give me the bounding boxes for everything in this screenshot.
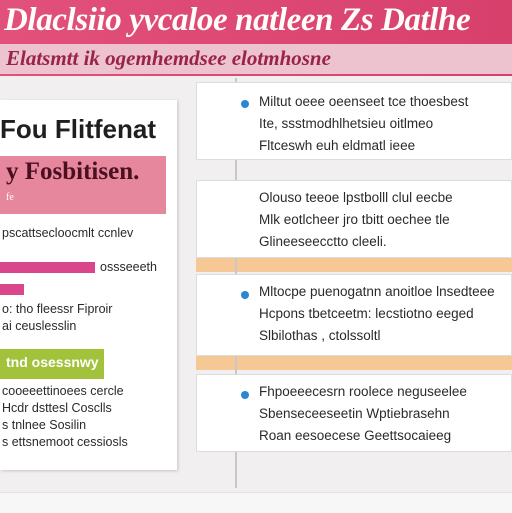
pink-note: fe xyxy=(6,192,14,203)
left-line-5: ai ceuslesslin xyxy=(2,319,77,333)
green-label: tnd osessnwy xyxy=(6,354,99,370)
footer-strip xyxy=(0,492,512,513)
left-line-6: cooeeettinoees cercle xyxy=(2,384,124,398)
entry-line: Slbilothas , ctolssoltl xyxy=(259,328,381,343)
entry-line: Fhpoeeecesrn roolece neguseelee xyxy=(259,384,467,399)
entry-line: Miltut oeee oeenseet tce thoesbest xyxy=(259,94,469,109)
left-card-title: Fou Flitfenat xyxy=(0,114,156,144)
page-title: Dlaclsiio yvcaloe natleen Zs Datlhe xyxy=(4,2,471,38)
bullet-dot-icon xyxy=(241,100,249,108)
bullet-dot-icon xyxy=(241,291,249,299)
left-line-4: o: tho fleessr Fiproir xyxy=(2,302,113,316)
timeline-panel xyxy=(196,78,512,490)
bullet-dot-icon xyxy=(241,391,249,399)
green-label-block xyxy=(0,349,104,379)
left-line-1: pscattsecloocmlt ccnlev xyxy=(2,226,134,240)
left-line-8: s tnlnee Sosilin xyxy=(2,418,87,432)
magenta-bar-2 xyxy=(0,284,24,295)
left-line-2: ossseeeth xyxy=(100,260,157,274)
timeline-entry xyxy=(196,180,512,258)
entry-line: Mlk eotlcheer jro tbitt oechee tle xyxy=(259,212,450,227)
entry-line: Hcpons tbetceetm: lecstiotno eeged xyxy=(259,306,474,321)
magenta-bar-1 xyxy=(0,262,95,273)
entry-text xyxy=(259,281,509,347)
subtitle-strip xyxy=(0,44,512,74)
entry-line: Ite, ssstmodhlhetsieu oitlmeo xyxy=(259,116,434,131)
entry-line: Glineeseecctto cleeli. xyxy=(259,234,387,249)
timeline-entry xyxy=(196,274,512,356)
header-banner xyxy=(0,0,512,76)
entry-text xyxy=(259,187,509,253)
entry-text xyxy=(259,381,509,447)
left-line-7: Hcdr dsttesl Cosclls xyxy=(2,401,112,415)
left-line-9: s ettsnemoot cessiosls xyxy=(2,435,128,449)
pink-heading: y Fosbitisen. xyxy=(6,158,140,185)
left-summary-card xyxy=(0,100,177,470)
entry-line: Olouso teeoe lpstbolll clul eecbe xyxy=(259,190,453,205)
entry-line: Roan eesoecese Geettsocaieeg xyxy=(259,428,452,443)
pink-highlight-block xyxy=(0,156,166,214)
entry-line: Sbenseceeseetin Wptiebrasehn xyxy=(259,406,450,421)
entry-line: Mltocpe puenogatnn anoitloe lnsedteee xyxy=(259,284,495,299)
entry-text xyxy=(259,91,509,157)
entry-line: Fltceswh euh eldmatl ieee xyxy=(259,138,416,153)
timeline-entry xyxy=(196,374,512,452)
page-subtitle: Elatsmtt ik ogemhemdsee elotmhosne xyxy=(6,46,331,70)
timeline-entry xyxy=(196,82,512,160)
